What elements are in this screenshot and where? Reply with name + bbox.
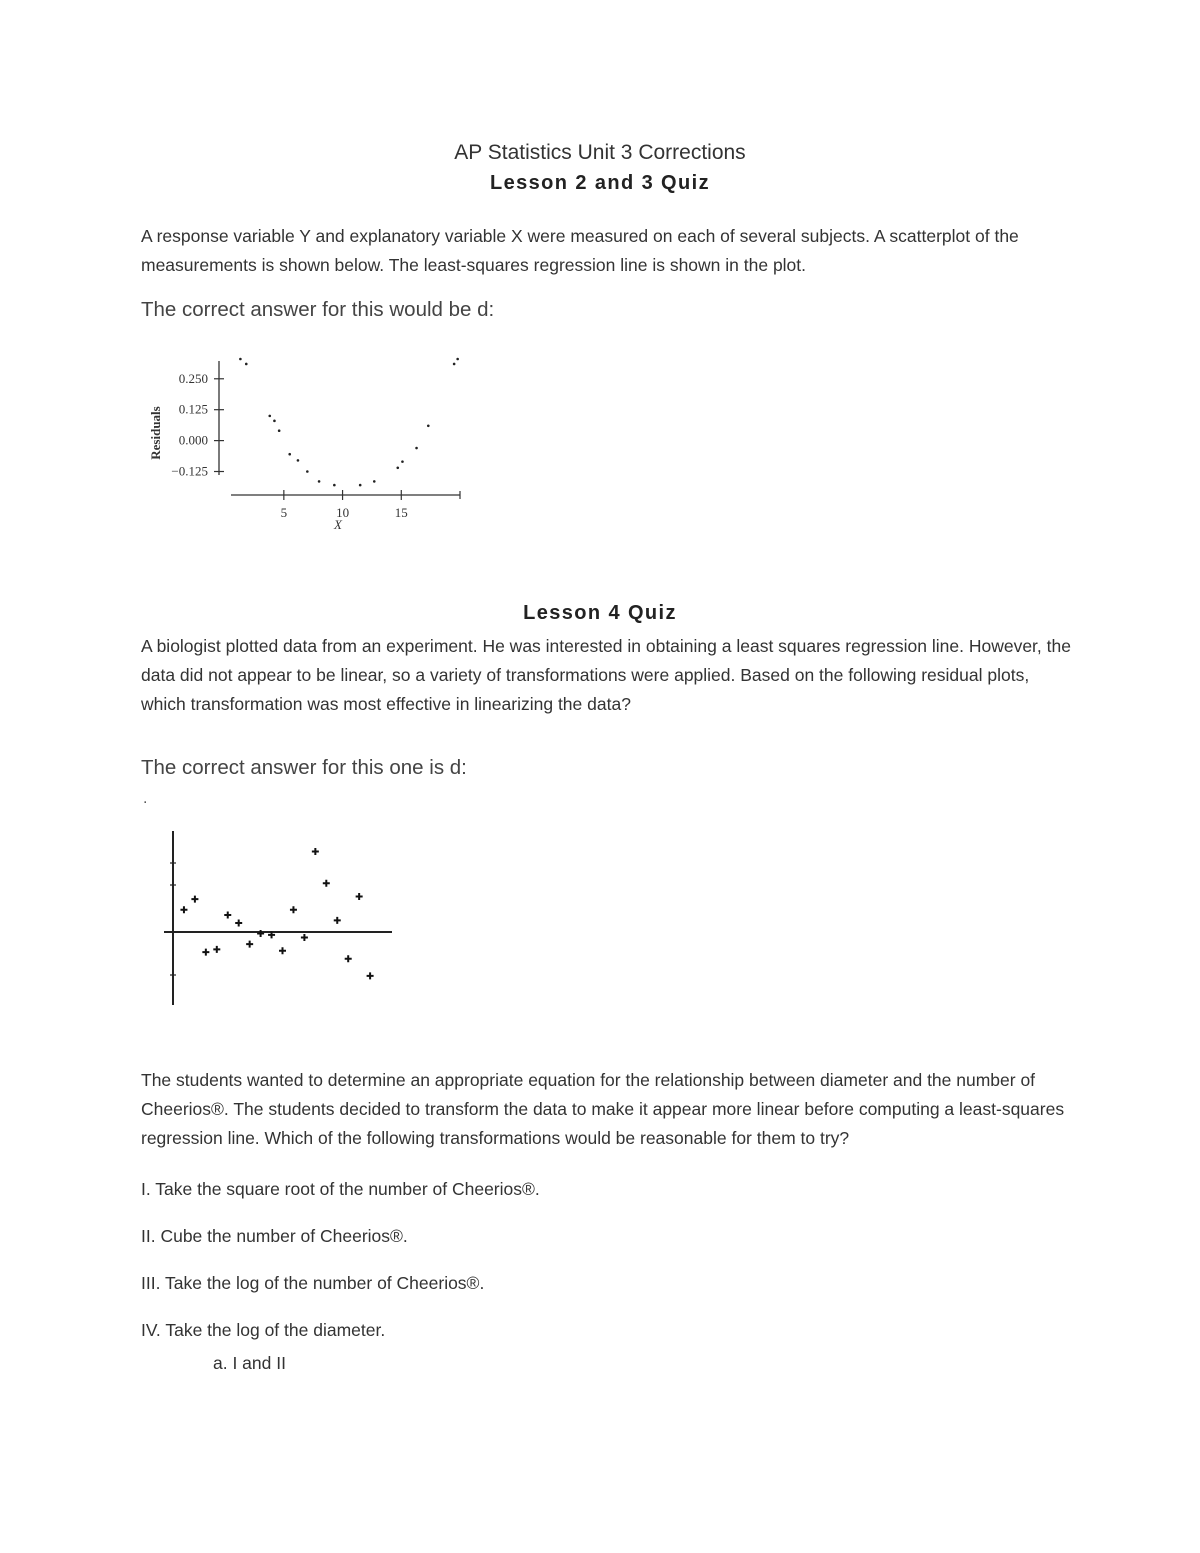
- transformation-item-3: III. Take the log of the number of Cheerios®.: [141, 1273, 485, 1293]
- data-point: [401, 460, 404, 463]
- document-title: AP Statistics Unit 3 Corrections: [454, 141, 746, 164]
- data-point: [245, 363, 248, 366]
- data-point: [415, 447, 418, 450]
- data-point: [202, 949, 209, 956]
- data-point: [235, 919, 242, 926]
- data-point: [306, 470, 309, 473]
- lesson-2-3-question: A response variable Y and explanatory variable X were measured on each of several subjects. A scatterplot of the measurements is shown below. The least-squares regression line is shown in the plot.: [141, 226, 1019, 275]
- data-point: [396, 467, 399, 470]
- y-tick-label: −0.125: [171, 463, 208, 479]
- data-point: [323, 880, 330, 887]
- y-tick-label: 0.000: [178, 432, 208, 448]
- data-point: [427, 424, 430, 427]
- answer-option-a: a. I and II: [213, 1353, 286, 1373]
- transformation-item-1: I. Take the square root of the number of Cheerios®.: [141, 1179, 540, 1199]
- x-axis-label: X: [334, 517, 342, 532]
- data-point: [318, 480, 321, 483]
- transformation-item-4: IV. Take the log of the diameter.: [141, 1320, 386, 1340]
- x-tick-label: 15: [394, 505, 408, 520]
- residual-plot-1-axes: [219, 361, 460, 495]
- data-point: [239, 358, 242, 361]
- data-point: [373, 480, 376, 483]
- cheerios-question: The students wanted to determine an appropriate equation for the relationship between diameter and the number of Cheerios®. The students decided to transform the data to make it appear more linear before computing a least-squares regression line. Which of the following transformations would be reasonable for them to try?: [141, 1070, 1065, 1148]
- data-point: [297, 459, 300, 462]
- data-point: [279, 947, 286, 954]
- lesson-4-heading: Lesson 4 Quiz: [523, 602, 677, 624]
- stray-dot: .: [143, 790, 148, 807]
- transformation-item-2: II. Cube the number of Cheerios®.: [141, 1226, 408, 1246]
- data-point: [278, 429, 281, 432]
- y-tick: [179, 433, 224, 448]
- lesson-4-answer: The correct answer for this one is d:: [141, 756, 467, 779]
- lesson-4-question: A biologist plotted data from an experiment. He was interested in obtaining a least squares regression line. However, the data did not appear to be linear, so a variety of transformations were applied. Based on the following residual plots, which transformation was most effective in linearizing the data?: [141, 636, 1071, 714]
- data-point: [180, 906, 187, 913]
- data-point: [224, 912, 231, 919]
- data-point: [453, 363, 456, 366]
- data-point: [345, 955, 352, 962]
- residual-plot-2-axes: [164, 831, 392, 1005]
- x-tick-label: 10: [336, 505, 350, 520]
- data-point: [288, 453, 291, 456]
- data-point: [312, 848, 319, 855]
- data-point: [334, 917, 341, 924]
- y-tick-label: 0.250: [178, 370, 208, 386]
- data-point: [333, 484, 336, 487]
- data-point: [213, 946, 220, 953]
- lesson-2-3-heading: Lesson 2 and 3 Quiz: [490, 172, 710, 194]
- y-tick-label: 0.125: [178, 401, 208, 417]
- y-tick: [179, 402, 224, 417]
- data-point: [356, 893, 363, 900]
- data-point: [290, 906, 297, 913]
- data-point: [359, 484, 362, 487]
- y-axis-label: Residuals: [148, 406, 163, 460]
- data-point: [268, 415, 271, 418]
- data-point: [367, 972, 374, 979]
- x-tick-label: 5: [280, 505, 288, 520]
- residual-plot-2: [140, 825, 410, 1015]
- y-tick: [179, 371, 224, 386]
- y-tick: [171, 464, 224, 479]
- data-point: [273, 420, 276, 423]
- lesson-2-3-answer: The correct answer for this would be d:: [141, 298, 495, 321]
- data-point: [301, 934, 308, 941]
- data-point: [191, 896, 198, 903]
- data-point: [246, 941, 253, 948]
- data-point: [456, 358, 459, 361]
- residual-plot-1: [140, 345, 480, 545]
